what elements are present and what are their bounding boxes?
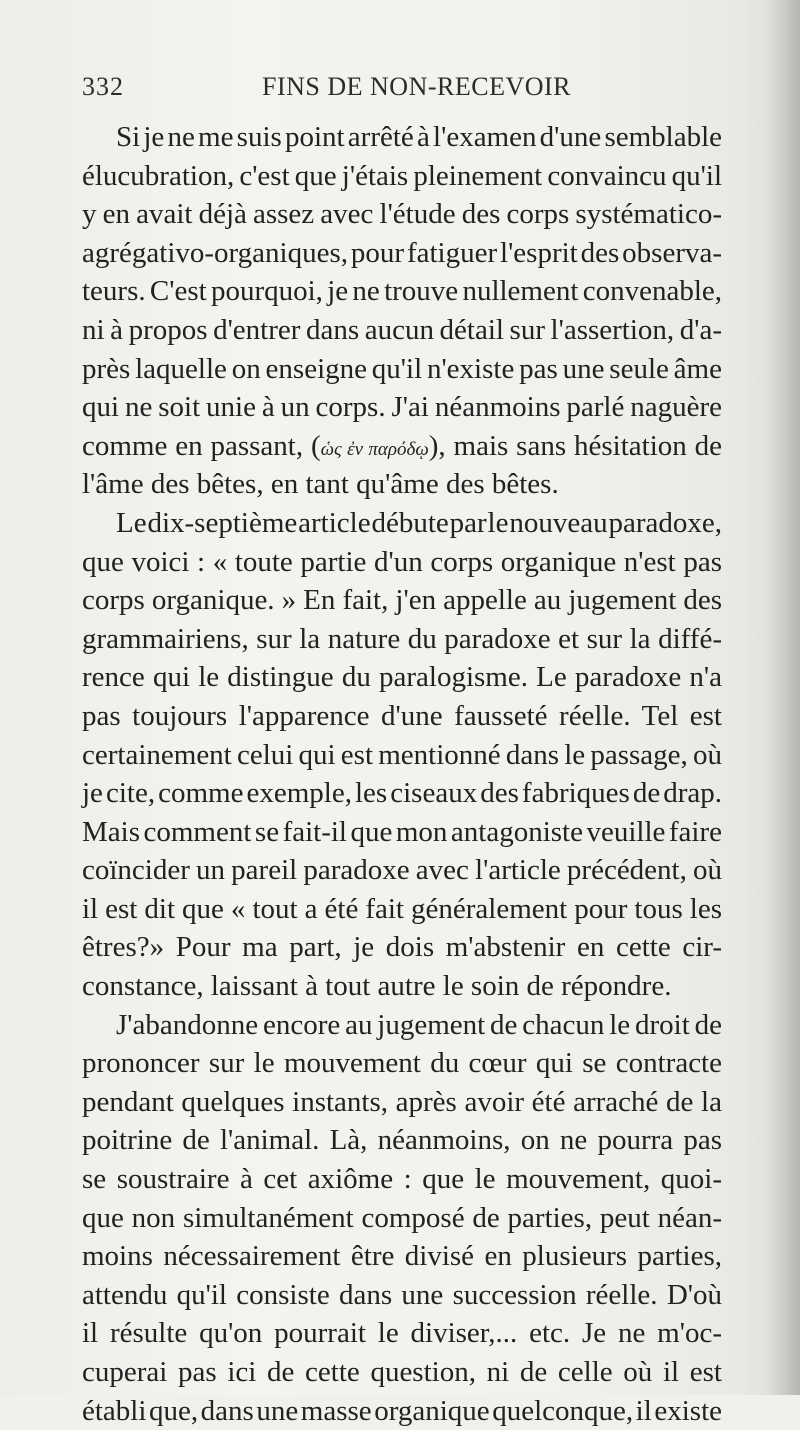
text-line: poitrine de l'animal. Là, néanmoins, on ne pourra pas [82,1124,722,1157]
running-title: FINS DE NON-RECEVOIR [262,72,571,101]
text-line: y en avait déjà assez avec l'étude des corps systématico- [82,198,722,231]
text-line: près laquelle on enseigne qu'il n'existe pas une seule âme [82,352,722,385]
text-line: que voici : « toute partie d'un corps organique n'est pas [82,545,722,578]
text-line: pas toujours l'apparence d'une fausseté réelle. Tel est [82,699,722,732]
page-header [82,72,722,108]
page-number: 332 [82,72,124,101]
text-line: prononcer sur le mouvement du cœur qui se contracte [82,1047,722,1080]
text-line: moins nécessairement être divisé en plusieurs parties, [82,1240,722,1273]
text-fragment: comme en passant, ( [82,429,321,462]
text-line: il est dit que « tout a été fait généralement pour tous les [82,892,723,925]
text-line: J'abandonne encore au jugement de chacun le droit de [116,1008,722,1041]
text-line: Mais comment se fait-il que mon antagoniste veuille faire [82,815,723,848]
text-line: pendant quelques instants, après avoir été arraché de la [82,1085,722,1118]
text-line: constance, laissant à tout autre le soin de répondre. [82,970,672,1003]
greek-phrase: ὡς ἐν παρόδῳ [320,438,429,460]
body-text [82,118,722,1430]
text-line: attendu qu'il consiste dans une succession réelle. D'où [82,1278,722,1311]
page-edge-shadow [764,0,800,1395]
text-line: agrégativo-organiques, pour fatiguer l'esprit des observa- [82,236,723,269]
text-line: rence qui le distingue du paralogisme. Le paradoxe n'a [82,661,722,694]
text-line: élucubration, c'est que j'étais pleinement convaincu qu'il [82,159,722,192]
text-line: êtres?» Pour ma part, je dois m'abstenir en cette cir- [82,931,722,964]
text-fragment: ), mais sans hésitation de [428,429,722,462]
text-line: que non simultanément composé de parties, peut néan- [82,1201,722,1234]
text-line: établi que, dans une masse organique quelconque, il existe [82,1394,722,1427]
text-line: certainement celui qui est mentionné dans le passage, où [82,738,722,771]
text-line: se soustraire à cet axiôme : que le mouvement, quoi- [82,1163,722,1196]
text-line: grammairiens, sur la nature du paradoxe et sur la diffé- [82,622,722,655]
text-line: coïncider un pareil paradoxe avec l'article précédent, où [82,854,723,887]
text-line: teurs. C'est pourquoi, je ne trouve nullement convenable, [82,275,722,308]
text-line: l'âme des bêtes, en tant qu'âme des bêtes. [82,468,559,501]
text-line: qui ne soit unie à un corps. J'ai néanmoins parlé naguère [82,391,723,424]
text-line: Si je ne me suis point arrêté à l'examen d'une semblable [116,121,723,153]
text-line-with-greek [82,427,722,466]
text-line: ni à propos d'entrer dans aucun détail sur l'assertion, d'a- [82,313,722,346]
text-line: cuperai pas ici de cette question, ni de celle où il est [82,1356,722,1388]
text-line: il résulte qu'on pourrait le diviser,... etc. Je ne m'oc- [82,1317,722,1350]
text-line: je cite, comme exemple, les ciseaux des fabriques de drap. [82,777,723,810]
text-line: Le dix-septième article débute par le nouveau paradoxe, [116,506,722,539]
text-line: corps organique. » En fait, j'en appelle au jugement des [82,584,722,617]
